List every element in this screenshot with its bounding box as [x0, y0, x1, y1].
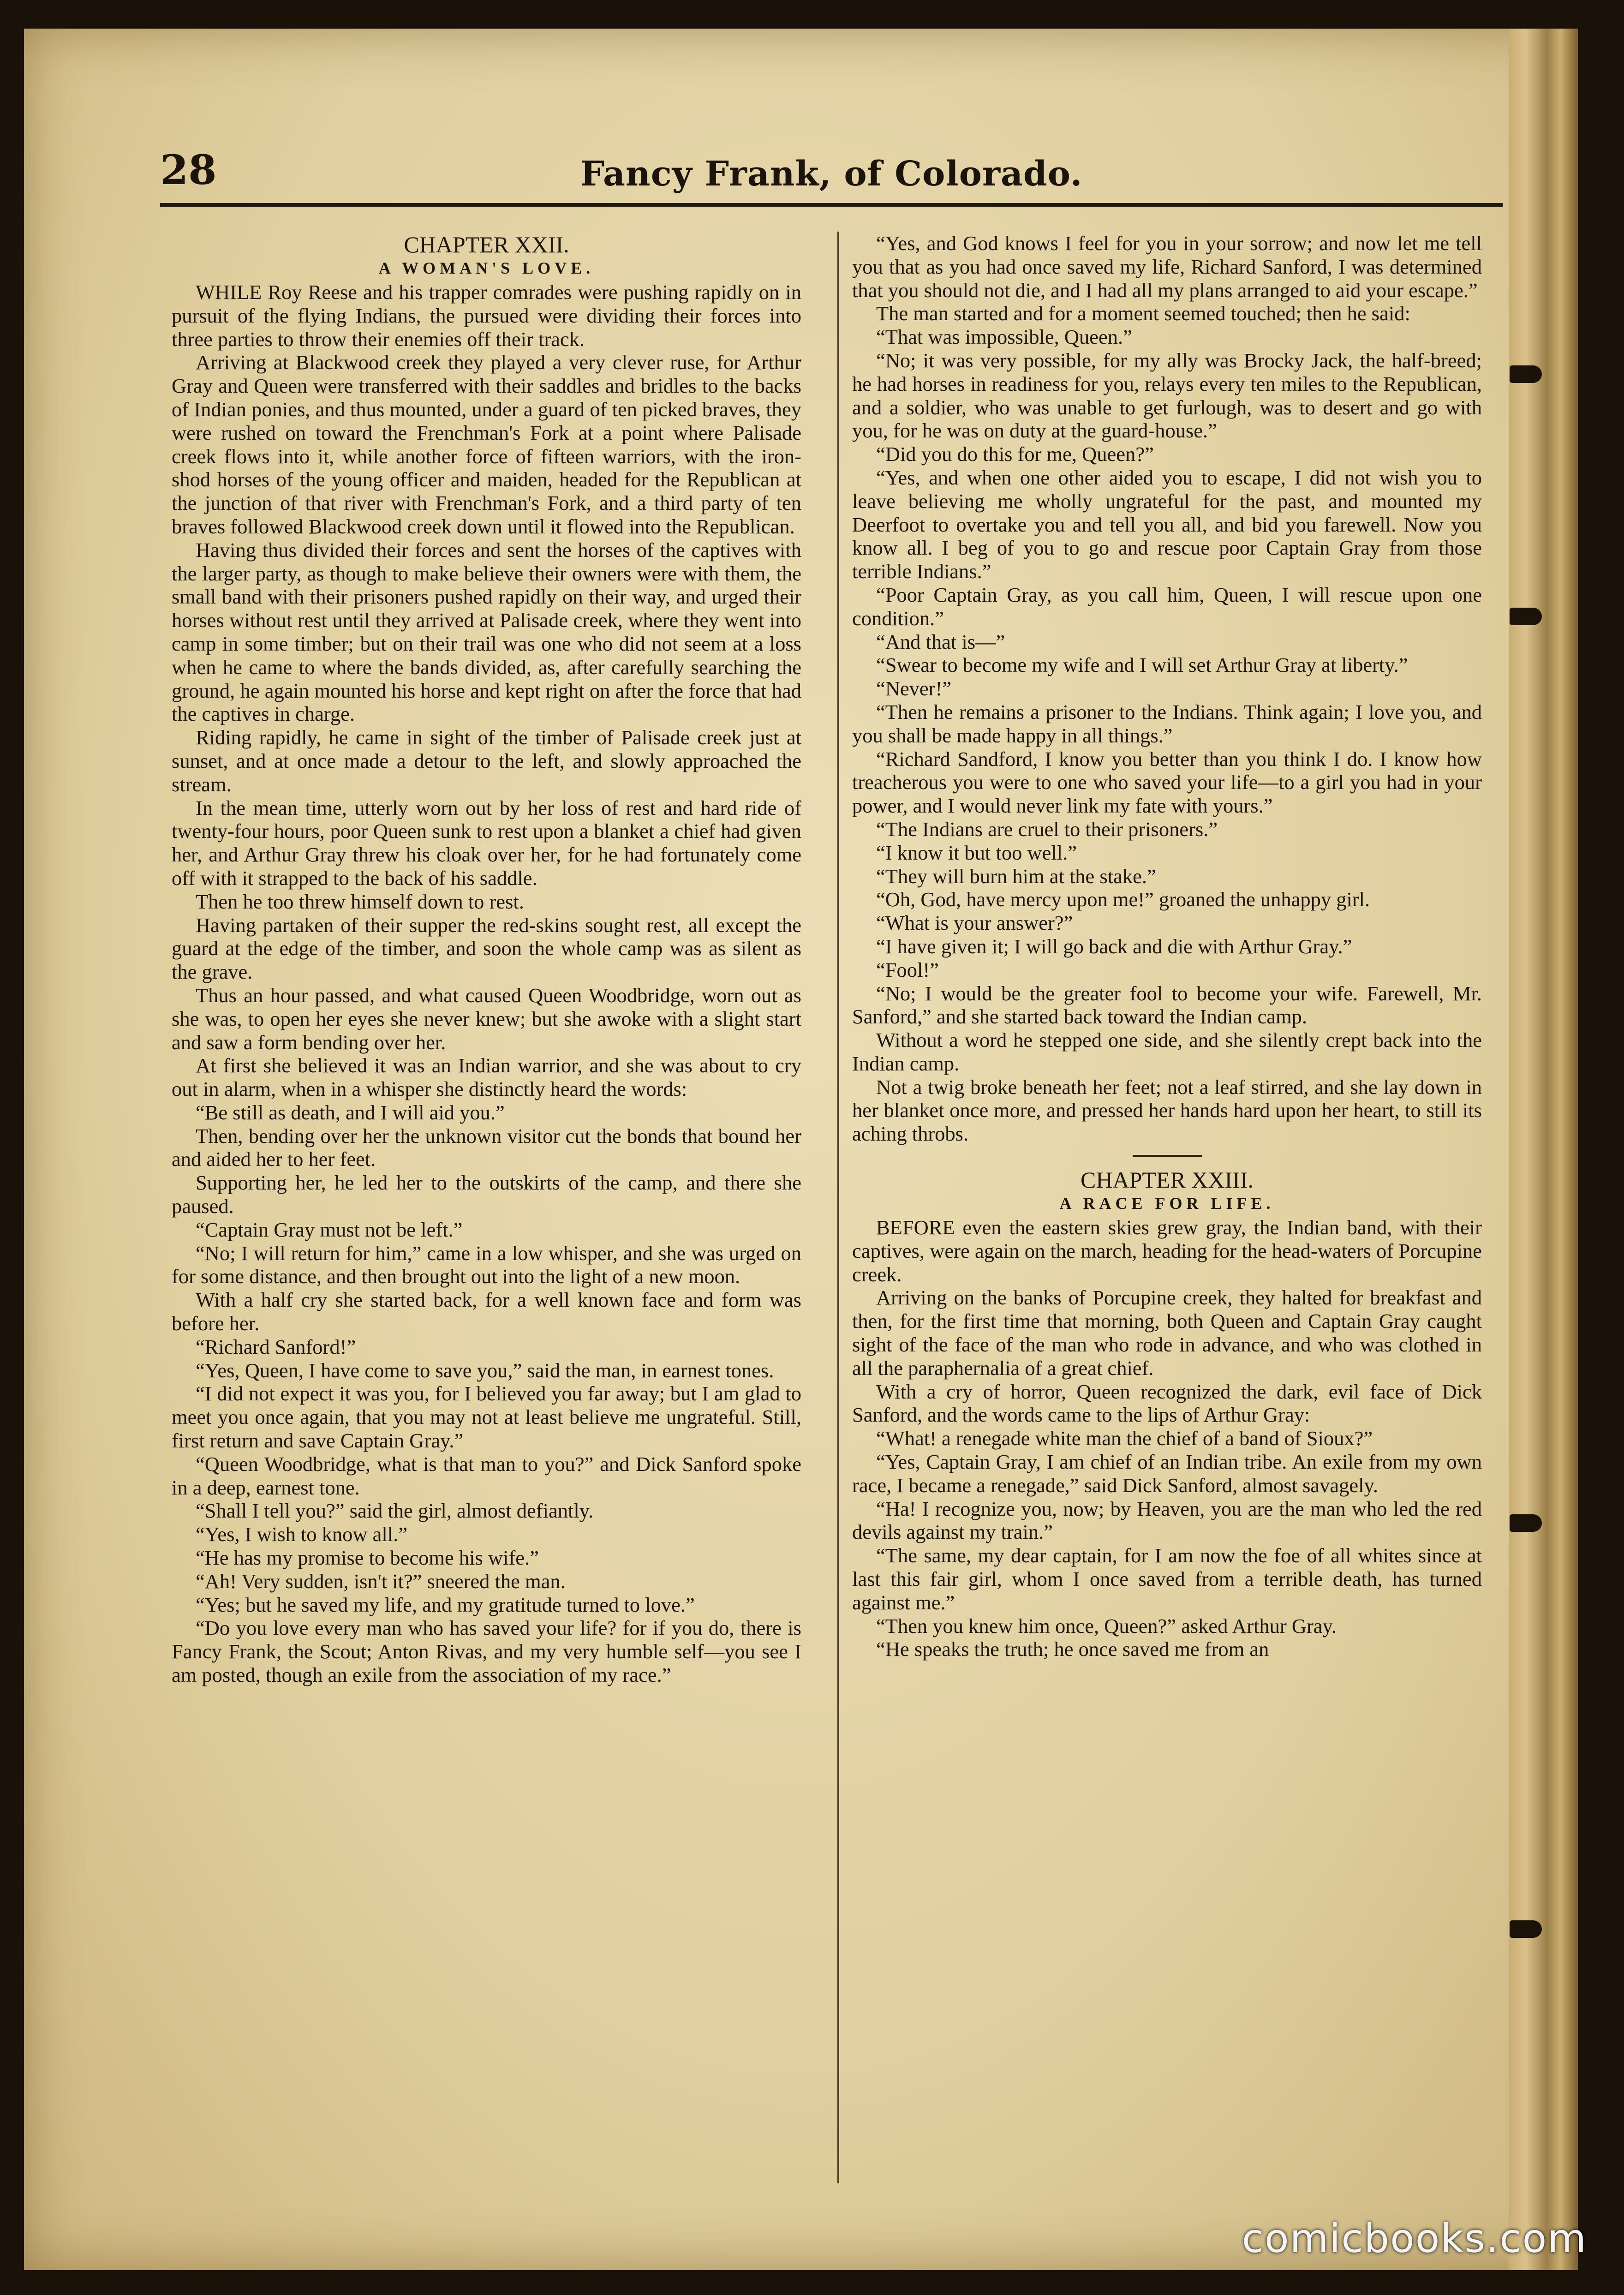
- right-paragraphs-bottom: [852, 1216, 1482, 1661]
- paragraph: Without a word he stepped one side, and she silently crept back into the Indian camp.: [852, 1028, 1482, 1075]
- paragraph: “Be still as death, and I will aid you.”: [196, 1100, 505, 1124]
- paragraph: Arriving on the banks of Porcupine creek, they halted for breakfast and then, for the first time that morning, both Queen and Captain Gray caught sight of the face of the man who rode in advance, and who was clothed in all the paraphernalia of a great chief.: [852, 1286, 1482, 1380]
- paragraph: BEFORE even the eastern skies grew gray, the Indian band, with their captives, were again on the march, heading for the head-waters of Porcupine creek.: [852, 1216, 1482, 1286]
- binding-clip: [1510, 1920, 1542, 1938]
- chapter-title-2: A RACE FOR LIFE.: [1059, 1194, 1275, 1213]
- paragraph: “Queen Woodbridge, what is that man to you?” and Dick Sanford spoke in a deep, earnest tone.: [172, 1452, 801, 1499]
- paragraph: Arriving at Blackwood creek they played a very clever ruse, for Arthur Gray and Queen were transferred with their saddles and bridles to the backs of Indian ponies, and thus mounted, under a guard of ten picked braves, they were rushed on toward the Frenchman's Fork at a point where Palisade creek flows into it, while another force of fifteen warriors, with the iron-shod horses of the young officer and maiden, headed for the Republican at the junction of that river with Frenchman's Fork, and a third party of ten braves followed Blackwood creek down until it flowed into the Republican.: [172, 351, 801, 538]
- paragraph: With a half cry she started back, for a well known face and form was before her.: [172, 1288, 801, 1335]
- paragraph: “No; I would be the greater fool to become your wife. Farewell, Mr. Sanford,” and she started back toward the Indian camp.: [852, 981, 1482, 1028]
- left-paragraphs: [172, 281, 801, 1687]
- binding-clip: [1510, 365, 1542, 383]
- chapter-title: A WOMAN'S LOVE.: [378, 259, 595, 277]
- paragraph: “I did not expect it was you, for I believed you far away; but I am glad to meet you once again, that you may not at least believe me ungrateful. Still, first return and save Captain Gray.”: [172, 1382, 801, 1452]
- paragraph: WHILE Roy Reese and his trapper comrades were pushing rapidly on in pursuit of the flying Indians, the pursued were dividing their forces into three parties to throw their enemies off their track.: [172, 281, 801, 351]
- right-column: [852, 232, 1482, 2206]
- paragraph: “The same, my dear captain, for I am now the foe of all whites since at last this fair girl, whom I once saved from a terrible death, has turned against me.”: [852, 1544, 1482, 1614]
- paragraph: “Ha! I recognize you, now; by Heaven, you are the man who led the red devils against my train.”: [852, 1497, 1482, 1544]
- paragraph: “He speaks the truth; he once saved me from an: [876, 1638, 1269, 1661]
- paragraph: “Then you knew him once, Queen?” asked Arthur Gray.: [876, 1614, 1337, 1638]
- paragraph: “What is your answer?”: [876, 911, 1073, 935]
- paragraph: “Yes; but he saved my life, and my gratitude turned to love.”: [196, 1593, 695, 1616]
- paragraph: At first she believed it was an Indian warrior, and she was about to cry out in alarm, when in a whisper she distinctly heard the words:: [172, 1054, 801, 1101]
- paragraph: Then, bending over her the unknown visitor cut the bonds that bound her and aided her to her feet.: [172, 1124, 801, 1171]
- paragraph: Then he too threw himself down to rest.: [196, 890, 524, 913]
- paragraph: “Yes, I wish to know all.”: [196, 1523, 407, 1546]
- binding-clip: [1510, 1514, 1542, 1532]
- page-header: [160, 134, 1503, 207]
- paragraph: Riding rapidly, he came in sight of the timber of Palisade creek just at sunset, and at once made a detour to the left, and slowly approached the stream.: [172, 726, 801, 796]
- paragraph: “Richard Sandford, I know you better than you think I do. I know how treacherous you were to one who saved your life—to a girl you had in your power, and I would never link my fate with yours.”: [852, 747, 1482, 818]
- paragraph: “Did you do this for me, Queen?”: [876, 442, 1154, 466]
- magazine-page: [24, 29, 1578, 2270]
- paragraph: “Richard Sanford!”: [196, 1335, 356, 1358]
- paragraph: “Never!”: [876, 677, 952, 700]
- paragraph: “Yes, Queen, I have come to save you,” said the man, in earnest tones.: [196, 1358, 774, 1382]
- paragraph: “Swear to become my wife and I will set Arthur Gray at liberty.”: [876, 653, 1408, 677]
- paragraph: In the mean time, utterly worn out by her loss of rest and hard ride of twenty-four hours, poor Queen sunk to rest upon a blanket a chief had given her, and Arthur Gray threw his cloak over her, for he had fortunately come off with it strapped to the back of his saddle.: [172, 796, 801, 890]
- paragraph: “No; I will return for him,” came in a low whisper, and she was urged on for some distance, and then brought out into the light of a new moon.: [172, 1241, 801, 1288]
- paragraph: “Yes, and when one other aided you to escape, I did not wish you to leave believing me wholly ungrateful for the past, and mounted my Deerfoot to overtake you and tell you all, and bid you farewell. Now you know all. I beg of you to go and rescue poor Captain Gray from those terrible Indians.”: [852, 466, 1482, 583]
- paragraph: “Poor Captain Gray, as you call him, Queen, I will rescue upon one condition.”: [852, 583, 1482, 630]
- chapter-heading-2: CHAPTER XXIII.: [1081, 1167, 1254, 1193]
- paragraph: “Shall I tell you?” said the girl, almost defiantly.: [196, 1499, 594, 1523]
- column-divider: [837, 232, 839, 2183]
- paragraph: With a cry of horror, Queen recognized the dark, evil face of Dick Sanford, and the words came to the lips of Arthur Gray:: [852, 1380, 1482, 1427]
- paragraph: “That was impossible, Queen.”: [876, 325, 1132, 349]
- paragraph: “They will burn him at the stake.”: [876, 864, 1156, 888]
- left-column: [172, 232, 801, 2206]
- paragraph: “Oh, God, have mercy upon me!” groaned the unhappy girl.: [876, 888, 1370, 911]
- page-number: 28: [160, 146, 217, 194]
- paragraph: “Yes, Captain Gray, I am chief of an Indian tribe. An exile from my own race, I became a renegade,” said Dick Sanford, almost savagely.: [852, 1450, 1482, 1497]
- paragraph: “Fool!”: [876, 958, 939, 981]
- paragraph: Thus an hour passed, and what caused Queen Woodbridge, worn out as she was, to open her eyes she never knew; but she awoke with a slight start and saw a form bending over her.: [172, 983, 801, 1054]
- paragraph: “I know it but too well.”: [876, 841, 1077, 864]
- paragraph: Having thus divided their forces and sent the horses of the captives with the larger party, as though to make believe their owners were with them, the small band with their prisoners pushed rapidly on their way, and urged their horses without rest until they arrived at Palisade creek, where they went into camp in some timber; but on their trail was one who did not seem at a loss when he came to where the bands divided, as, after carefully searching the ground, he again mounted his horse and kept right on after the force that had the captives in charge.: [172, 538, 801, 726]
- paragraph: “No; it was very possible, for my ally was Brocky Jack, the half-breed; he had horses in readiness for you, relays every ten miles to the Republican, and a soldier, who was unable to get furlough, was to desert and go with you, for he was on duty at the guard-house.”: [852, 348, 1482, 442]
- running-title: Fancy Frank, of Colorado.: [580, 154, 1083, 194]
- paragraph: “He has my promise to become his wife.”: [196, 1546, 539, 1570]
- watermark: comicbooks.com: [1242, 2216, 1587, 2262]
- paragraph: “Do you love every man who has saved your life? for if you do, there is Fancy Frank, the Scout; Anton Rivas, and my very humble self—you see I am posted, though an exile from the association of my race.”: [172, 1616, 801, 1687]
- paragraph: “I have given it; I will go back and die with Arthur Gray.”: [876, 934, 1352, 958]
- right-paragraphs-top: [852, 232, 1482, 1146]
- paragraph: Not a twig broke beneath her feet; not a leaf stirred, and she lay down in her blanket once more, and pressed her hands hard upon her heart, to still its aching throbs.: [852, 1075, 1482, 1146]
- paragraph: Having partaken of their supper the red-skins sought rest, all except the guard at the edge of the timber, and soon the whole camp was as silent as the grave.: [172, 913, 801, 984]
- paragraph: Supporting her, he led her to the outskirts of the camp, and there she paused.: [172, 1171, 801, 1218]
- section-divider: [1133, 1155, 1202, 1157]
- paragraph: “Yes, and God knows I feel for you in your sorrow; and now let me tell you that as you had once saved my life, Richard Sanford, I was determined that you should not die, and I had all my plans arranged to aid your escape.”: [852, 232, 1482, 302]
- chapter-heading: CHAPTER XXII.: [404, 232, 569, 257]
- paragraph: “And that is—”: [876, 630, 1005, 653]
- paragraph: “The Indians are cruel to their prisoners.”: [876, 817, 1218, 841]
- paragraph: The man started and for a moment seemed touched; then he said:: [876, 302, 1410, 325]
- paragraph: “Then he remains a prisoner to the Indians. Think again; I love you, and you shall be made happy in all things.”: [852, 700, 1482, 747]
- paragraph: “Ah! Very sudden, isn't it?” sneered the man.: [196, 1569, 566, 1593]
- binding-clip: [1510, 608, 1542, 625]
- paragraph: “What! a renegade white man the chief of a band of Sioux?”: [876, 1427, 1373, 1450]
- paragraph: “Captain Gray must not be left.”: [196, 1218, 463, 1241]
